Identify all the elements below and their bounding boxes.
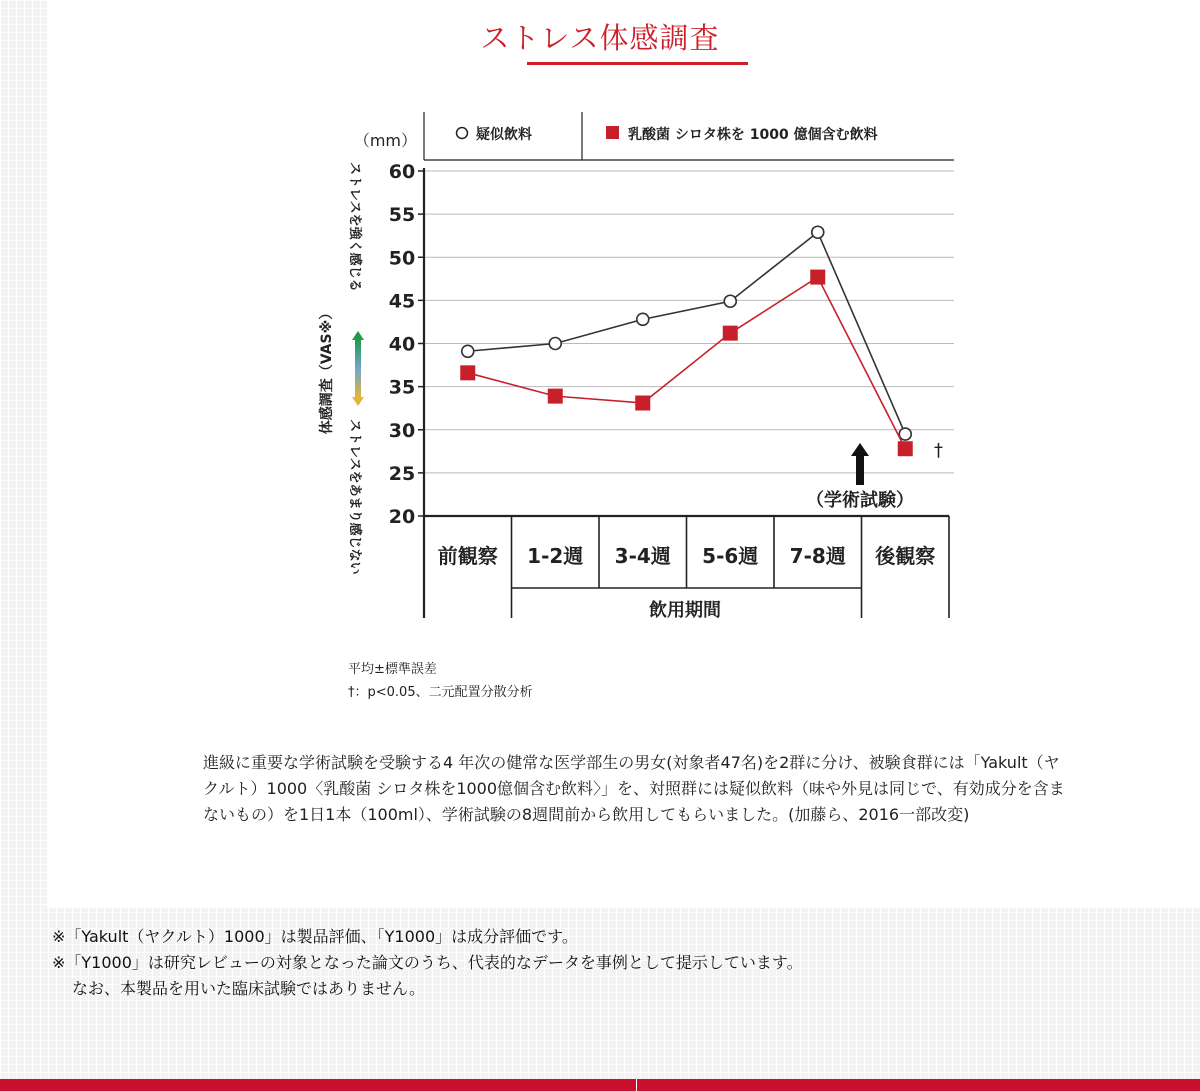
- legend-label-placebo: 疑似飲料: [476, 127, 532, 143]
- data-point: [549, 338, 561, 350]
- legend-label-yakult: 乳酸菌 シロタ株を 1000 億個含む飲料: [628, 127, 878, 143]
- page-title: ストレス体感調査: [480, 21, 720, 55]
- x-category-label: 1-2週: [527, 544, 584, 568]
- footer-red-bar: [0, 1079, 1200, 1091]
- data-point: [810, 270, 825, 285]
- data-point: [723, 326, 738, 341]
- significance-dagger: †: [934, 440, 943, 461]
- y-tick-label: 35: [388, 376, 416, 399]
- unit-label: （mm）: [353, 131, 417, 150]
- x-axis-title: 飲用期間: [649, 600, 721, 621]
- y-tick-label: 40: [388, 333, 416, 356]
- y-tick-label: 45: [388, 290, 416, 313]
- footnote-1: ※「Yakult（ヤクルト）1000」は製品評価、「Y1000」は成分評価です。: [52, 927, 578, 946]
- data-point: [898, 441, 913, 456]
- y-axis-title: 体感調査（VAS※）: [319, 305, 335, 435]
- series-line: [468, 232, 906, 434]
- legend-circle-icon: [457, 128, 468, 139]
- footnote-3: なお、本製品を用いた臨床試験ではありません。: [72, 979, 425, 998]
- y-tick-label: 25: [388, 462, 416, 485]
- stress-gradient-arrow-icon: [352, 331, 364, 406]
- x-category-label: 後観察: [875, 544, 936, 568]
- y-tick-label: 20: [388, 506, 416, 528]
- x-category-label: 前観察: [437, 544, 498, 568]
- y-tick-labels: [389, 161, 415, 528]
- series-yakult: [460, 270, 913, 457]
- stress-chart: [300, 100, 980, 700]
- exam-annotation-label: （学術試験）: [806, 490, 914, 511]
- data-point: [724, 295, 736, 307]
- data-point: [462, 345, 474, 357]
- x-category-label: 5-6週: [702, 544, 759, 568]
- series-line: [468, 277, 906, 449]
- y-tick-label: 55: [388, 204, 416, 227]
- grid-lines: [424, 171, 954, 473]
- note-significance: †：p<0.05、二元配置分散分析: [348, 685, 533, 700]
- data-point: [635, 396, 650, 411]
- y-tick-label: 30: [388, 419, 416, 442]
- x-category-label: 7-8週: [789, 544, 846, 568]
- title-underline: [527, 62, 748, 65]
- exam-arrow-icon: [851, 443, 869, 485]
- series: [460, 226, 913, 456]
- data-point: [460, 365, 475, 380]
- data-point: [548, 389, 563, 404]
- legend-square-icon: [606, 126, 619, 139]
- y-tick-label: 50: [388, 247, 416, 270]
- y-axis-title-bottom: ストレスをあまり感じない: [347, 419, 362, 575]
- study-description: 進級に重要な学術試験を受験する4 年次の健常な医学部生の男女(対象者47名)を2群に分け、被験食群には「Yakult（ヤクルト）1000〈乳酸菌 シロタ株を1000億個含む飲料〉」を、対照群には疑似飲料（味や外見は同じで、有効成分を含まないもの）を1日1本（100ml）、学術試験の8週間前から飲用してもらいました。(加藤ら、2016一部改変): [203, 753, 1065, 824]
- y-axis-title-top: ストレスを強く感じる: [347, 162, 362, 292]
- y-tick-label: 60: [388, 161, 416, 183]
- data-point: [637, 313, 649, 325]
- note-mean-se: 平均±標準誤差: [348, 662, 437, 677]
- data-point: [812, 226, 824, 238]
- footnote-2: ※「Y1000」は研究レビューの対象となった論文のうち、代表的なデータを事例として提示しています。: [52, 953, 803, 972]
- series-placebo: [462, 226, 912, 440]
- data-point: [899, 428, 911, 440]
- x-category-label: 3-4週: [614, 544, 671, 568]
- footer-bar-divider: [636, 1079, 637, 1091]
